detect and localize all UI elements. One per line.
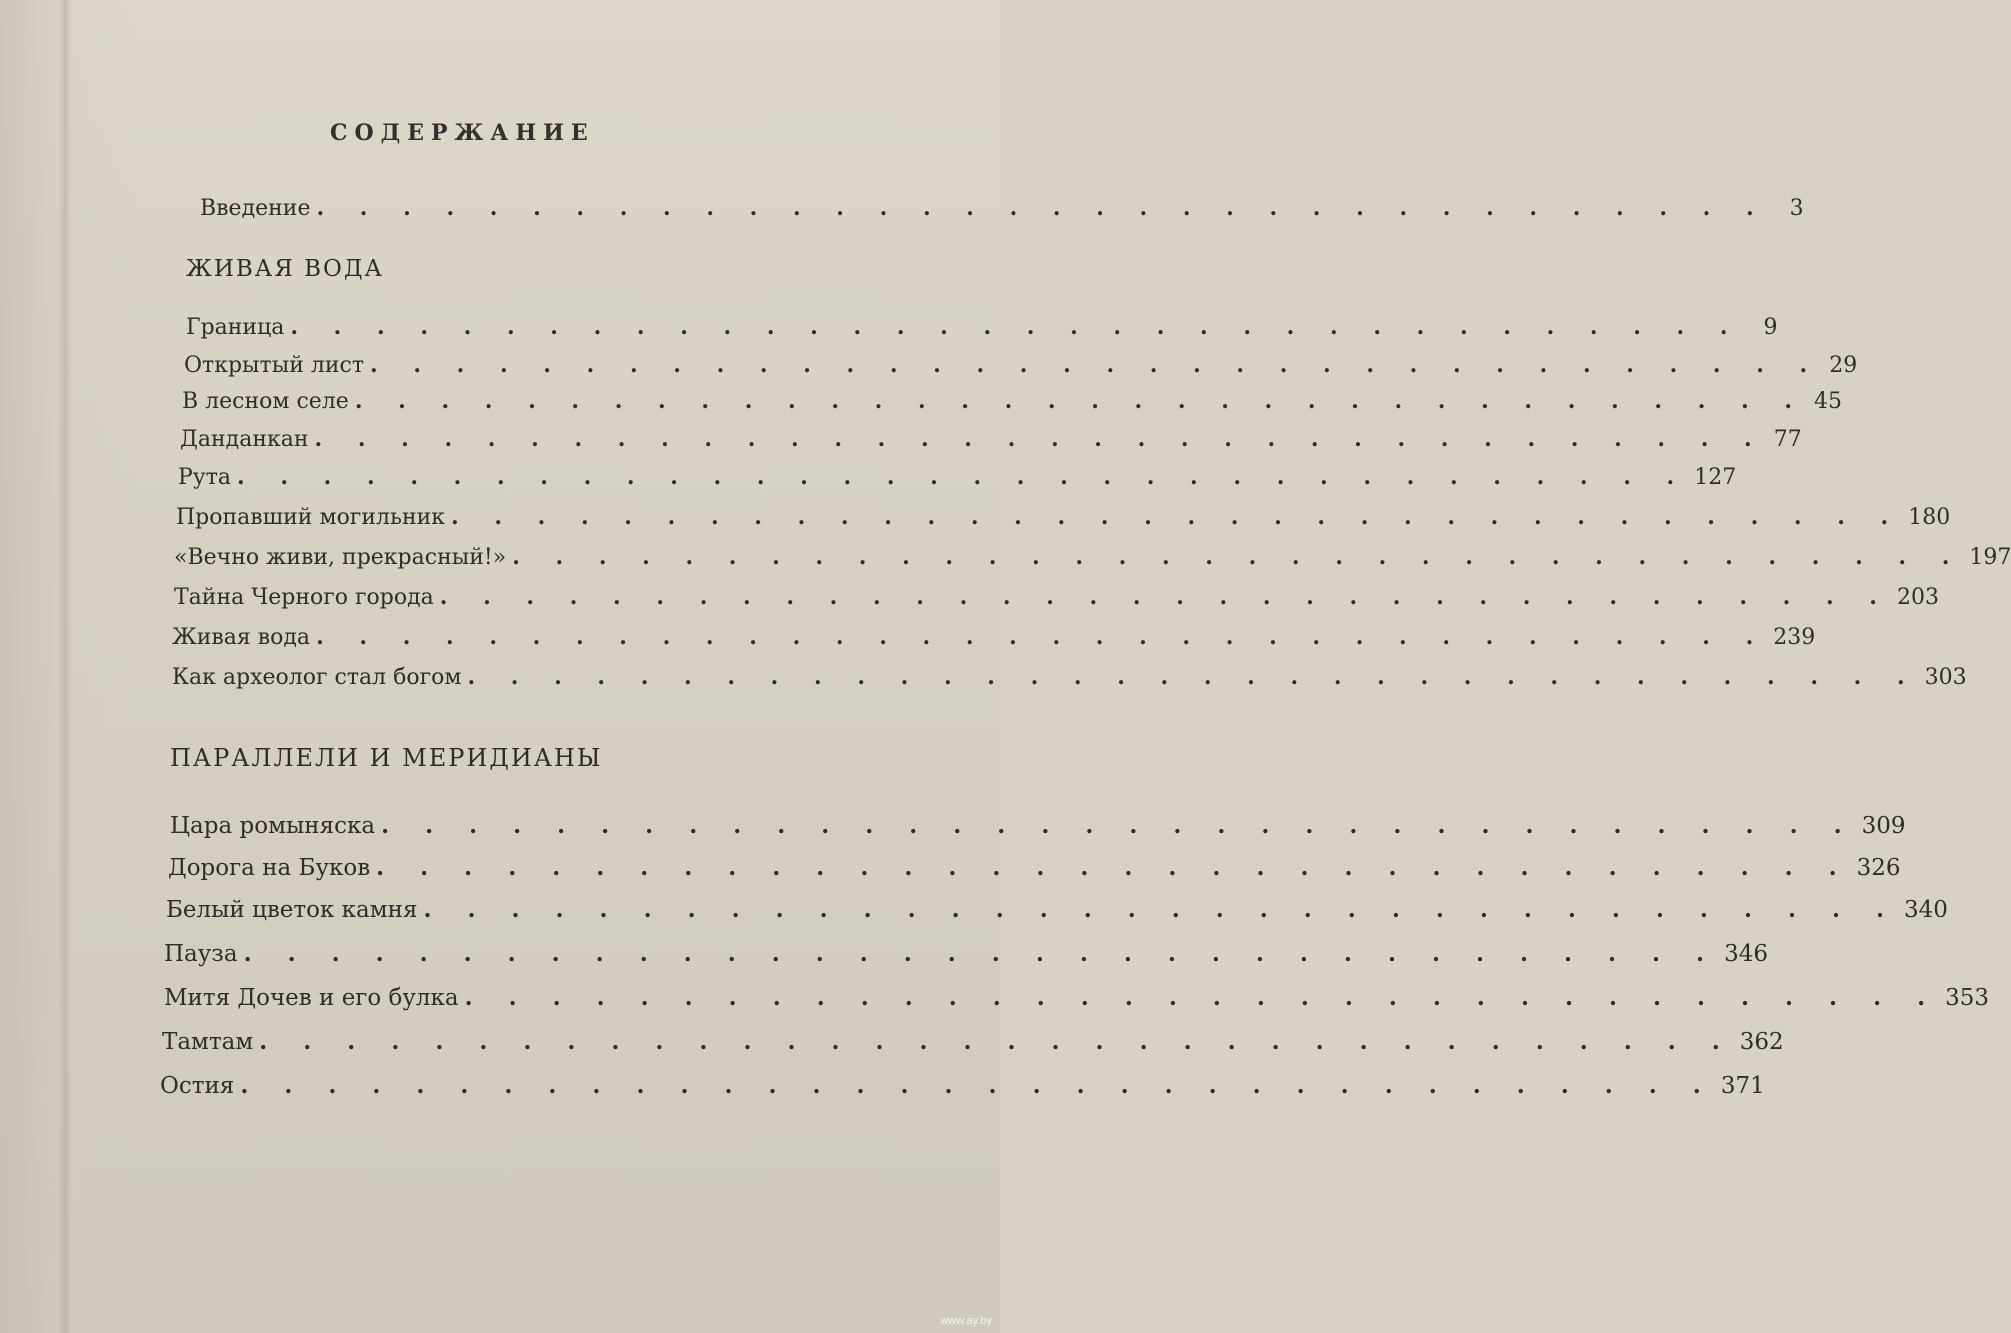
leader-dots: . . . . . . . . . . . . . . . . . . . . . . . . . . . . . . . . . . xyxy=(467,664,1919,690)
toc-entry-page: 77 xyxy=(1773,427,1802,452)
toc-entry-label: В лесном селе xyxy=(182,389,349,414)
toc-entry-page: 9 xyxy=(1763,315,1778,340)
leader-dots: . . . . . . . . . . . . . . . . . . . . . . . . . . . . . . . . . . xyxy=(243,940,1719,967)
toc-entry-label: «Вечно живи, прекрасный!» xyxy=(174,545,507,570)
page-title: СОДЕРЖАНИЕ xyxy=(330,120,595,146)
toc-entry xyxy=(176,504,1951,530)
toc-entry-page: 326 xyxy=(1856,855,1901,881)
toc-entry-label: Остия xyxy=(160,1073,235,1099)
toc-entry-page: 3 xyxy=(1789,196,1804,221)
toc-entry-label: Граница xyxy=(186,315,285,340)
toc-entry xyxy=(178,464,1737,490)
section-title-2: ПАРАЛЛЕЛИ И МЕРИДИАНЫ xyxy=(170,744,603,772)
leader-dots: . . . . . . . . . . . . . . . . . . . . . . . . . . . . . . . . . . xyxy=(316,624,1768,650)
toc-entry xyxy=(168,854,1901,881)
toc-entry-page: 371 xyxy=(1720,1073,1765,1099)
toc-entry-label: Цара ромыняска xyxy=(170,813,376,839)
toc-entry xyxy=(174,544,2011,570)
toc-entry-page: 180 xyxy=(1908,505,1951,530)
toc-entry-page: 45 xyxy=(1814,389,1842,414)
toc-entry xyxy=(180,426,1802,452)
toc-entry-label: Тамтам xyxy=(162,1029,254,1055)
toc-entry-page: 127 xyxy=(1694,465,1737,490)
toc-entry xyxy=(164,984,1989,1011)
toc-entry-label: Пауза xyxy=(164,941,238,967)
toc-entry-label: Открытый лист xyxy=(184,353,365,378)
toc-entry xyxy=(160,1072,1765,1099)
toc-entry-label: Живая вода xyxy=(172,625,311,650)
toc-entry-label: Данданкан xyxy=(180,427,309,452)
toc-entry xyxy=(170,812,1906,839)
toc-entry xyxy=(186,314,1778,340)
leader-dots: . . . . . . . . . . . . . . . . . . . . . . . . . . . . . . . . . . xyxy=(316,195,1768,221)
toc-entry-page: 303 xyxy=(1924,665,1967,690)
toc-entry xyxy=(166,896,1948,923)
toc-entry xyxy=(162,1028,1784,1055)
leader-dots: . . . . . . . . . . . . . . . . . . . . . . . . . . . . . . . . . . xyxy=(354,388,1806,414)
toc-entry-label: Как археолог стал богом xyxy=(172,665,462,690)
leader-dots: . . . . . . . . . . . . . . . . . . . . . . . . . . . . . . . . . . xyxy=(290,314,1742,340)
toc-entry-page: 29 xyxy=(1829,353,1858,378)
toc-entry-label: Пропавший могильник xyxy=(176,505,446,530)
toc-entry-page: 203 xyxy=(1896,585,1939,610)
toc-entry-label: Митя Дочев и его булка xyxy=(164,985,459,1011)
leader-dots: . . . . . . . . . . . . . . . . . . . . . . . . . . . . . . . . . . xyxy=(451,504,1903,530)
toc-entry-page: 362 xyxy=(1739,1029,1784,1055)
toc-entry-page: 340 xyxy=(1904,897,1948,923)
leader-dots: . . . . . . . . . . . . . . . . . . . . . . . . . . . . . . . . . . xyxy=(464,984,1940,1011)
page-fold xyxy=(58,0,72,1333)
leader-dots: . . . . . . . . . . . . . . . . . . . . . . . . . . . . . . . . . . xyxy=(376,854,1851,881)
leader-dots: . . . . . . . . . . . . . . . . . . . . . . . . . . . . . . . . . . xyxy=(237,464,1689,490)
leader-dots: . . . . . . . . . . . . . . . . . . . . . . . . . . . . . . . . . . xyxy=(512,544,1964,570)
section-title-1: ЖИВАЯ ВОДА xyxy=(186,256,384,282)
leader-dots: . . . . . . . . . . . . . . . . . . . . . . . . . . . . . . . . . . xyxy=(370,352,1822,378)
toc-entry-label: Дорога на Буков xyxy=(168,855,371,881)
toc-entry xyxy=(182,388,1842,414)
toc-entry-label: Белый цветок камня xyxy=(166,897,418,923)
toc-entry-label: Тайна Черного города xyxy=(174,585,434,610)
toc-entry xyxy=(172,624,1816,650)
leader-dots: . . . . . . . . . . . . . . . . . . . . . . . . . . . . . . . . . . xyxy=(381,812,1856,839)
leader-dots: . . . . . . . . . . . . . . . . . . . . . . . . . . . . . . . . . . xyxy=(423,896,1898,923)
leader-dots: . . . . . . . . . . . . . . . . . . . . . . . . . . . . . . . . . . xyxy=(314,426,1766,452)
toc-entry-intro xyxy=(200,195,1804,221)
toc-entry-page: 346 xyxy=(1724,941,1768,967)
toc-entry xyxy=(174,584,1939,610)
watermark: www.ay.by xyxy=(940,1315,992,1327)
toc-entry xyxy=(172,664,1967,690)
toc-entry-page: 353 xyxy=(1945,985,1989,1011)
toc-entry xyxy=(184,352,1858,378)
toc-entry-page: 309 xyxy=(1861,813,1906,839)
toc-entry-page: 197 xyxy=(1969,545,2011,570)
leader-dots: . . . . . . . . . . . . . . . . . . . . . . . . . . . . . . . . . . xyxy=(259,1028,1734,1055)
toc-entry-label: Введение xyxy=(200,196,311,221)
toc-entry-label: Рута xyxy=(178,465,232,490)
leader-dots: . . . . . . . . . . . . . . . . . . . . . . . . . . . . . . . . . . xyxy=(240,1072,1715,1099)
leader-dots: . . . . . . . . . . . . . . . . . . . . . . . . . . . . . . . . . . xyxy=(439,584,1891,610)
toc-entry xyxy=(164,940,1768,967)
toc-entry-page: 239 xyxy=(1773,625,1816,650)
